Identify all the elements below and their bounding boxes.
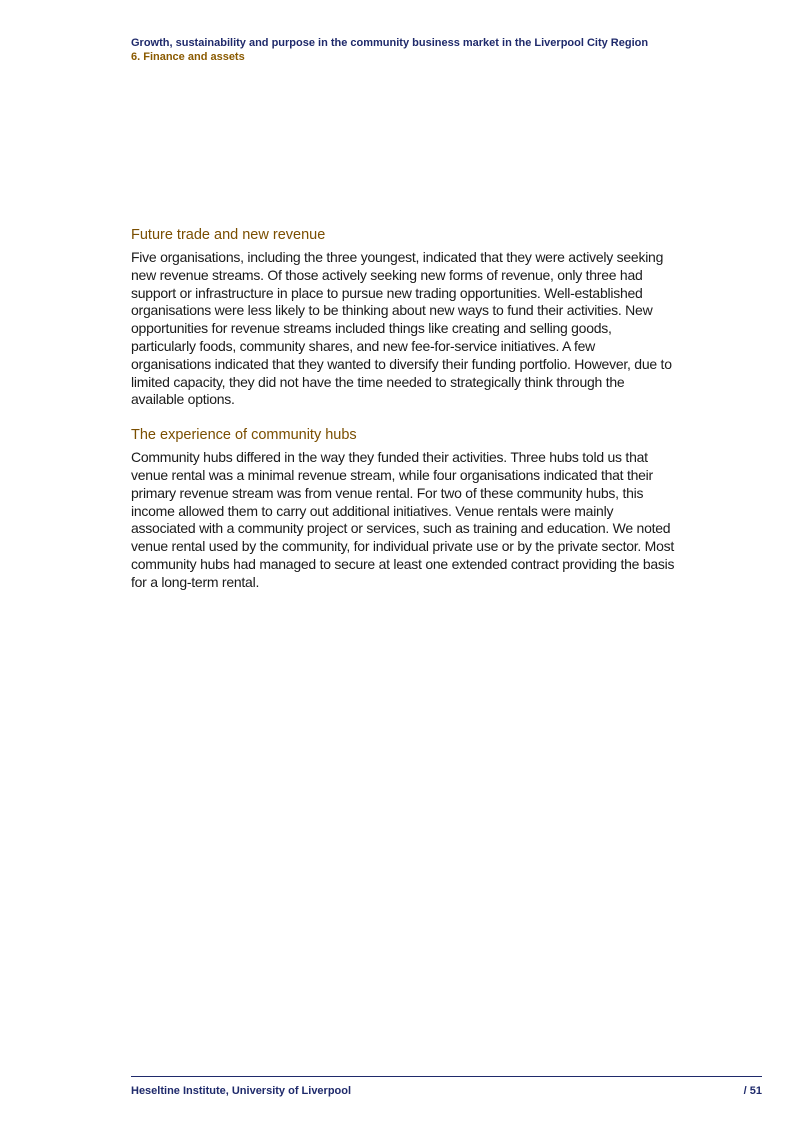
section-body-future-trade: Five organisations, including the three youngest, indicated that they were actively seeking new revenue streams. Of those actively seeking new forms of revenue, only three had support or infrastructure in place to pursue new trading opportunities. Well-established organisations were less likely to be thinking about new ways to fund their activities. New opportunities for revenue streams included things like creating and selling goods, particularly foods, community shares, and new fee-for-service initiatives. A few organisations indicated that they wanted to diversify their funding portfolio. However, due to limited capacity, they did not have the time needed to strategically think through the available options. xyxy=(131,249,672,408)
page-number: / 51 xyxy=(743,1085,762,1097)
document-title: Growth, sustainability and purpose in the community business market in the Liverpool City Region xyxy=(131,37,649,49)
page-content xyxy=(131,226,676,609)
section-heading-community-hubs: The experience of community hubs xyxy=(131,427,357,444)
section-heading-future-trade: Future trade and new revenue xyxy=(131,227,326,243)
section-body-community-hubs: Community hubs differed in the way they funded their activities. Three hubs told us that venue rental was a minimal revenue stream, while four organisations indicated that their primary revenue stream was from venue rental. For two of these community hubs, this income allowed them to carry out additional initiatives. Venue rentals were mainly associated with a community project or services, such as training and education. We noted venue rental used by the community, for individual private use or by the private sector. Most community hubs had managed to secure at least one extended contract providing the basis for a long-term rental. xyxy=(131,449,675,590)
chapter-label: 6. Finance and assets xyxy=(131,51,245,63)
running-header xyxy=(131,36,771,64)
footer-publisher: Heseltine Institute, University of Liverpool xyxy=(131,1085,352,1097)
footer-divider xyxy=(131,1076,762,1077)
